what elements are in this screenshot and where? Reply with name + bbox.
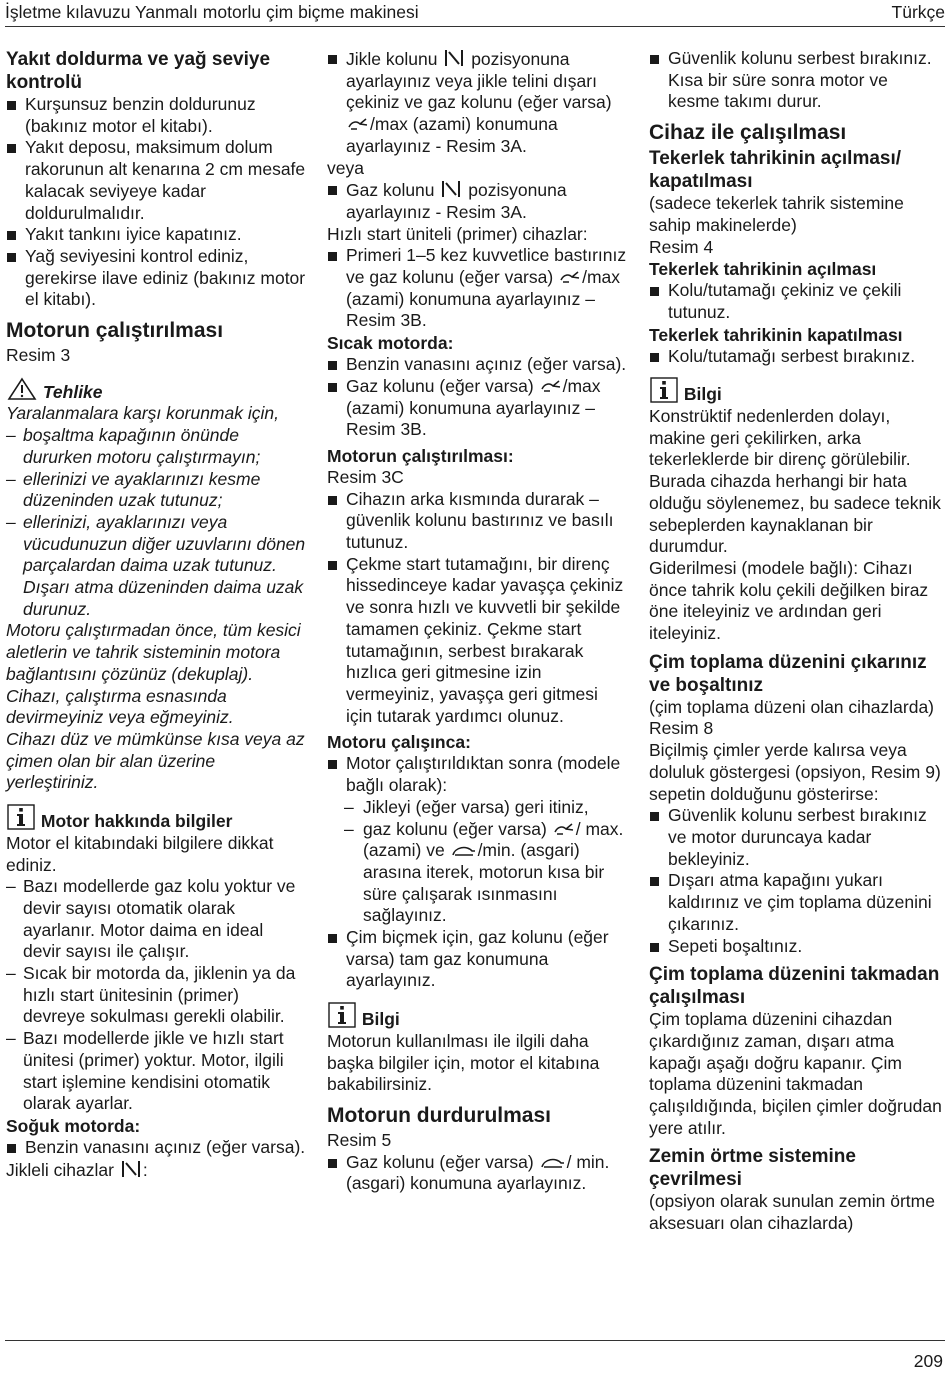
fuel-item: Yakıt deposu, maksimum dolum rakorunun alt kenarına 2 cm mesafe kalacak seviyeye kadar doldurulmalıdır. [6, 137, 306, 224]
stop-item: Gaz kolunu (eğer varsa) / min. (asgari) konumuna ayarlayınız. [327, 1152, 627, 1195]
choke-devices-line: Jikleli cihazlar : [6, 1159, 148, 1180]
choke-icon [443, 48, 465, 68]
column-1 [6, 48, 306, 1181]
info-paragraph: Giderilmesi (modele bağlı): Cihazı önce tahrik kolu çekili değilken biraz öne iteleyiniz ve ardından geri iteleyiniz. [649, 557, 929, 644]
catcher-item: Güvenlik kolunu serbest bırakınız ve motor duruncaya kadar bekleyiniz. [649, 805, 944, 870]
motor-info-item: – Bazı modellerde jikle ve hızlı start ünitesi (primer) yoktur. Motor, ilgili start işlemine kendisini otomatik olarak ayarlar. [6, 1028, 306, 1115]
header-language: Türkçe [891, 2, 945, 22]
warning-triangle-icon [7, 377, 37, 401]
info-title: Bilgi [361, 1009, 400, 1030]
info-title: Bilgi [683, 384, 722, 405]
gas-item: Gaz kolunu pozisyonuna ayarlayınız - Resim 3A. [327, 179, 627, 223]
choke-icon [120, 1159, 142, 1179]
work-heading: Cihaz ile çalışılması [649, 121, 847, 145]
wheel-ref: Resim 4 [649, 236, 714, 257]
danger-item: – ellerinizi, ayaklarınızı veya vücudunuzun diğer uzuvlarını dönen parçalardan daima uzak tutunuz. Dışarı atma düzeninden daima uzak durunuz. [6, 512, 306, 621]
release-item: Güvenlik kolunu serbest bırakınız. Kısa bir süre sonra motor ve kesme takımı durur. [649, 48, 944, 113]
or-line: veya [327, 157, 364, 178]
wheel-on-item: Kolu/tutamağı çekiniz ve çekili tutunuz. [649, 280, 944, 323]
danger-paragraph: Motoru çalıştırmadan önce, tüm kesici aletlerin ve tahrik sisteminin motora bağlantısını çözünüz (dekuplaj). [6, 620, 301, 684]
wheel-off-item: Kolu/tutamağı serbest bırakınız. [649, 346, 944, 368]
running-item: Motor çalıştırıldıktan sonra (modele bağlı olarak): [327, 753, 627, 796]
wheel-off-heading: Tekerlek tahrikinin kapatılması [649, 324, 903, 345]
primer-item: Primeri 1–5 kez kuvvetlice bastırınız ve gaz kolunu (eğer varsa) /max (azami) konumuna ayarlayınız – Resim 3B. [327, 245, 627, 332]
warm-item: Benzin vanasını açınız (eğer varsa). [327, 354, 627, 376]
motor-info-item: – Sıcak bir motorda da, jiklenin ya da hızlı start ünitesinin (primer) devreye sokulması gerekli olabilir. [6, 963, 306, 1028]
danger-paragraph: Cihazı düz ve mümkünse kısa veya az çimen olan bir alan üzerine yerleştiriniz. [6, 728, 305, 793]
catcher-text: Biçilmiş çimler yerde kalırsa veya doluluk göstergesi (opsiyon, Resim 9) sepetin dolduğunu gösterirse: [649, 740, 941, 804]
running-subitem: – Jikleyi (eğer varsa) geri itiniz, [327, 797, 627, 819]
fuel-item: Kurşunsuz benzin doldurunuz (bakınız motor el kitabı). [6, 94, 306, 137]
danger-title: Tehlike [42, 381, 103, 402]
page-number: 209 [913, 1351, 943, 1371]
catcher-heading: Çim toplama düzenini çıkarınız ve boşaltınız [649, 651, 927, 696]
info-text: Motorun kullanılması ile ilgili daha başka bilgiler için, motor el kitabına bakabilirsiniz. [327, 1030, 600, 1095]
no-catcher-heading: Çim toplama düzenini takmadan çalışılması [649, 964, 940, 1009]
catcher-ref: Resim 8 [649, 718, 714, 739]
stop-ref: Resim 5 [327, 1129, 392, 1150]
start-heading: Motorun çalıştırılması [6, 319, 224, 343]
fuel-item: Yakıt tankını iyice kapatınız. [6, 224, 306, 246]
motor-info-item: – Bazı modellerde gaz kolu yoktur ve devir sayısı otomatik olarak ayarlanır. Motor daima en ideal devir sayısı ile çalışır. [6, 876, 306, 963]
run-item: Çekme start tutamağını, bir direnç hissedinceye kadar yavaşça çekiniz ve sonra hızlı ve kuvvetli bir şekilde tamamen çekiniz. Çekme start tutamağının, serbest bırakarak hızlıca geri gitmesine izin vermeyiniz, yavaşça geri gitmesi için tutarak yardımcı olunuz. [327, 554, 627, 728]
turtle-min-icon [451, 843, 477, 859]
danger-item: – boşaltma kapağının önünde dururken motoru çalıştırmayın; [6, 425, 306, 468]
motor-info-title-row [6, 804, 306, 833]
rabbit-max-icon [540, 377, 562, 395]
info-icon [650, 377, 678, 403]
page-header [5, 0, 945, 27]
wheel-note: (sadece tekerlek tahrik sistemine sahip makinelerde) [649, 193, 904, 235]
mulch-note: (opsiyon olarak sunulan zemin örtme aksesuarı olan cihazlarda) [649, 1191, 935, 1234]
turtle-min-icon [540, 1155, 566, 1171]
primer-line: Hızlı start üniteli (primer) cihazlar: [327, 223, 588, 244]
no-catcher-text: Çim toplama düzenini cihazdan çıkardığınız zaman, dışarı atma kapağı aşağı doğru kapanır. Çim toplama düzenini takmadan çalışıldığında, biçilen çimler doğrudan yere atılır. [649, 1009, 942, 1138]
warm-heading: Sıcak motorda: [327, 333, 454, 354]
wheel-heading: Tekerlek tahrikinin açılması/ kapatılması [649, 148, 902, 193]
motor-info-title: Motor hakkında bilgiler [40, 811, 233, 832]
column-2 [327, 48, 627, 1195]
warm-item: Gaz kolunu (eğer varsa) /max (azami) konumuna ayarlayınız – Resim 3B. [327, 376, 627, 441]
column-3 [649, 48, 944, 1235]
danger-paragraph: Cihazı, çalıştırma esnasında devirmeyiniz veya eğmeyiniz. [6, 685, 234, 728]
cold-item: Benzin vanasını açınız (eğer varsa). [6, 1137, 306, 1159]
info-title-row [649, 377, 944, 406]
info-paragraph: Konstrüktif nedenlerden dolayı, makine geri çekilirken, arka tekerleklerde bir direnç görülebilir. Burada cihazda herhangi bir hata olduğu söylenemez, bu sadece teknik sebeplerden kaynaklanan bir durumdur. [649, 406, 941, 557]
header-title: İşletme kılavuzu Yanmalı motorlu çim biçme makinesi [5, 2, 419, 22]
cold-heading: Soğuk motorda: [6, 1115, 141, 1136]
choke-item: Jikle kolunu pozisyonuna ayarlayınız veya jikle telini dışarı çekiniz ve gaz kolunu (eğer varsa) /max (azami) konumuna ayarlayınız - Resim 3A. [327, 48, 627, 158]
choke-icon [440, 179, 462, 199]
running-item: Çim biçmek için, gaz kolunu (eğer varsa) tam gaz konumuna ayarlayınız. [327, 927, 627, 992]
rabbit-max-icon [553, 820, 575, 838]
page-footer [5, 1340, 945, 1371]
motor-info-intro: Motor el kitabındaki bilgilere dikkat ediniz. [6, 832, 274, 875]
danger-intro: Yaralanmalara karşı korunmak için, [6, 403, 279, 424]
running-heading: Motoru çalışınca: [327, 732, 471, 753]
run-ref: Resim 3C [327, 466, 404, 487]
danger-item: – ellerinizi ve ayaklarınızı kesme düzeninden uzak tutunuz; [6, 469, 306, 512]
catcher-note: (çim toplama düzeni olan cihazlarda) [649, 696, 934, 717]
info-icon [328, 1002, 356, 1028]
stop-heading: Motorun durdurulması [327, 1103, 551, 1127]
catcher-item: Dışarı atma kapağını yukarı kaldırınız ve çim toplama düzenini çıkarınız. [649, 870, 944, 935]
running-subitem: – gaz kolunu (eğer varsa) / max. (azami) ve /min. (asgari) arasına iterek, motorun kısa bir süre çalışarak ısınmasını sağlayınız. [327, 819, 627, 928]
start-ref: Resim 3 [6, 345, 71, 366]
catcher-item: Sepeti boşaltınız. [649, 936, 944, 958]
fuel-heading: Yakıt doldurma ve yağ seviye kontrolü [6, 49, 271, 93]
mulch-heading: Zemin örtme sistemine çevrilmesi [649, 1146, 856, 1191]
rabbit-max-icon [559, 268, 581, 286]
info-title-row [327, 1002, 627, 1031]
danger-title-row [6, 377, 306, 404]
info-icon [7, 804, 35, 830]
wheel-on-heading: Tekerlek tahrikinin açılması [649, 259, 877, 280]
fuel-item: Yağ seviyesini kontrol ediniz, gerekirse ilave ediniz (bakınız motor el kitabı). [6, 246, 306, 311]
run-item: Cihazın arka kısmında durarak – güvenlik kolunu bastırınız ve basılı tutunuz. [327, 489, 627, 554]
run-heading: Motorun çalıştırılması: [327, 445, 514, 466]
rabbit-max-icon [347, 115, 369, 133]
